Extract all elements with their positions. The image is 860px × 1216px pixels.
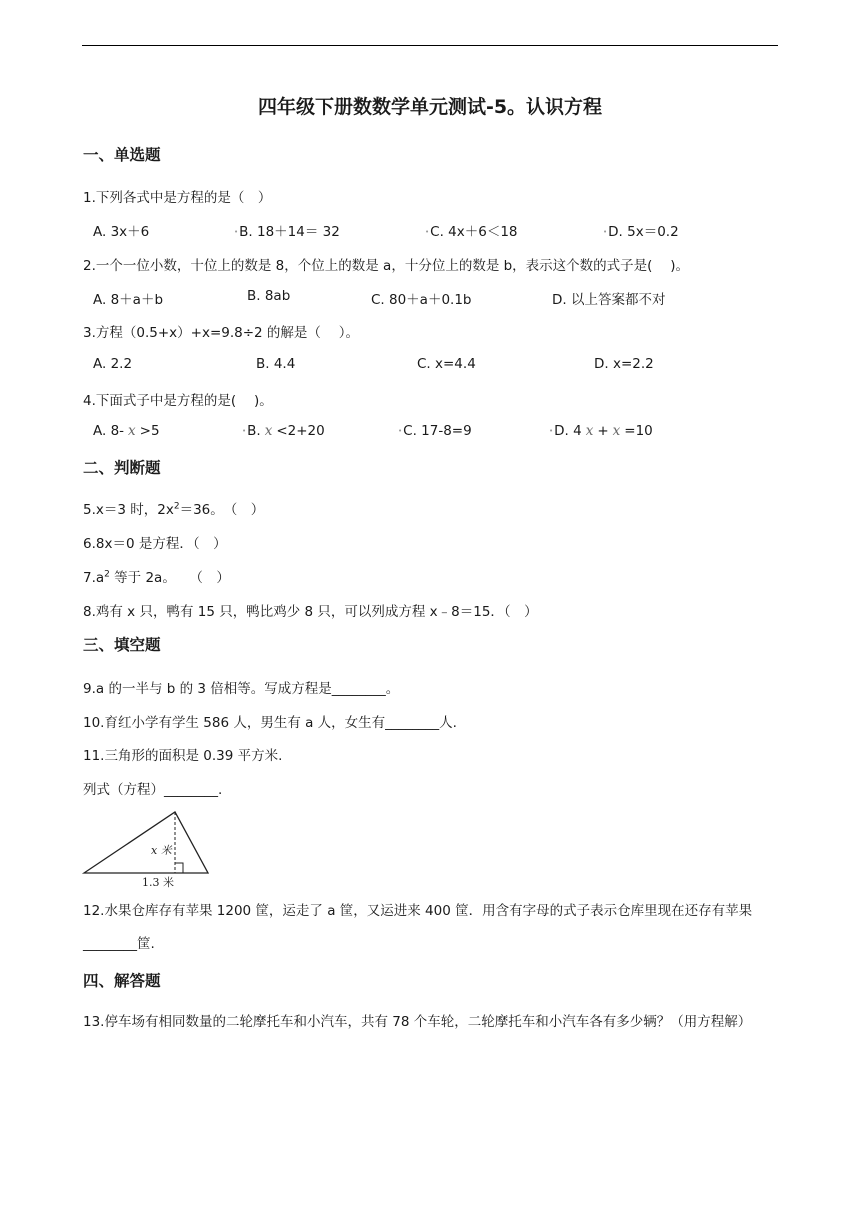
q1-option-a: A. 3x＋6 bbox=[93, 224, 150, 240]
variable-x: x bbox=[612, 423, 621, 439]
variable-x: x bbox=[264, 423, 273, 439]
q3-option-b: B. 4.4 bbox=[256, 356, 296, 372]
base-label: 1.3 米 bbox=[142, 876, 174, 888]
q3-option-a: A. 2.2 bbox=[93, 356, 133, 372]
question-10: 10.育红小学有学生 586 人，男生有 a 人，女生有________人. bbox=[83, 715, 457, 731]
bullet-icon: • bbox=[398, 427, 403, 435]
question-11: 11.三角形的面积是 0.39 平方米. bbox=[83, 748, 283, 764]
bullet-icon: • bbox=[549, 427, 554, 435]
variable-x: x bbox=[585, 423, 594, 439]
section-heading-single-choice: 一、单选题 bbox=[83, 146, 161, 164]
q3-option-c: C. x=4.4 bbox=[417, 356, 476, 372]
question-6: 6.8x＝0 是方程．（ ） bbox=[83, 536, 227, 552]
q2-option-b: B. 8ab bbox=[247, 288, 291, 304]
q2-option-a: A. 8＋a＋b bbox=[93, 292, 164, 308]
question-8: 8.鸡有 x 只，鸭有 15 只，鸭比鸡少 8 只，可以列成方程 x﹣8＝15．（ ） bbox=[83, 604, 538, 620]
variable-x: x bbox=[128, 423, 136, 439]
q4-option-d: •D. 4 x + x =10 bbox=[549, 423, 653, 439]
q4-option-a: A. 8- x >5 bbox=[93, 423, 160, 439]
height-label: x 米 bbox=[151, 844, 172, 857]
bullet-icon: • bbox=[234, 228, 239, 236]
q1-option-b: •B. 18＋14＝ 32 bbox=[234, 224, 340, 240]
bullet-icon: • bbox=[242, 427, 247, 435]
section-heading-true-false: 二、判断题 bbox=[83, 459, 161, 477]
header-rule bbox=[82, 45, 778, 46]
question-9: 9.a 的一半与 b 的 3 倍相等。写成方程是________。 bbox=[83, 681, 400, 697]
q2-option-d: D. 以上答案都不对 bbox=[552, 292, 666, 308]
question-3: 3.方程（0.5+x）+x=9.8÷2 的解是（ ）。 bbox=[83, 325, 359, 341]
question-11-formula: 列式（方程）________. bbox=[83, 782, 223, 798]
bullet-icon: • bbox=[425, 228, 430, 236]
question-4: 4.下面式子中是方程的是( )。 bbox=[83, 393, 273, 409]
section-heading-solve: 四、解答题 bbox=[83, 972, 161, 990]
bullet-icon: • bbox=[603, 228, 608, 236]
page-title: 四年级下册数数学单元测试-5。认识方程 bbox=[257, 96, 603, 118]
question-13: 13.停车场有相同数量的二轮摩托车和小汽车，共有 78 个车轮，二轮摩托车和小汽车各有多少辆？（用方程解） bbox=[83, 1014, 752, 1030]
q1-option-d: •D. 5x＝0.2 bbox=[603, 224, 679, 240]
section-heading-fill-in: 三、填空题 bbox=[83, 636, 161, 654]
q3-option-d: D. x=2.2 bbox=[594, 356, 654, 372]
question-5: 5.x＝3 时，$2x^2=36$。 （ ） bbox=[83, 501, 265, 518]
question-12: 12.水果仓库存有苹果 1200 筐，运走了 a 筐，又运进来 400 筐．用含有字母的式子表示仓库里现在还存有苹果________筐. bbox=[83, 903, 753, 952]
q4-option-b: •B. x <2+20 bbox=[242, 423, 325, 439]
q1-option-c: •C. 4x＋6＜18 bbox=[425, 224, 518, 240]
triangle-figure bbox=[80, 806, 215, 892]
question-1: 1.下列各式中是方程的是（ ） bbox=[83, 190, 272, 206]
q4-option-c: •C. 17-8=9 bbox=[398, 423, 472, 439]
q2-option-c: C. 80＋a＋0.1b bbox=[371, 292, 472, 308]
question-2: 2.一个一位小数，十位上的数是 8，个位上的数是 a，十分位上的数是 b，表示这个数的式子是( )。 bbox=[83, 258, 690, 274]
question-7: $7.a^2$ 等于 2a。 （ ） bbox=[83, 569, 230, 586]
